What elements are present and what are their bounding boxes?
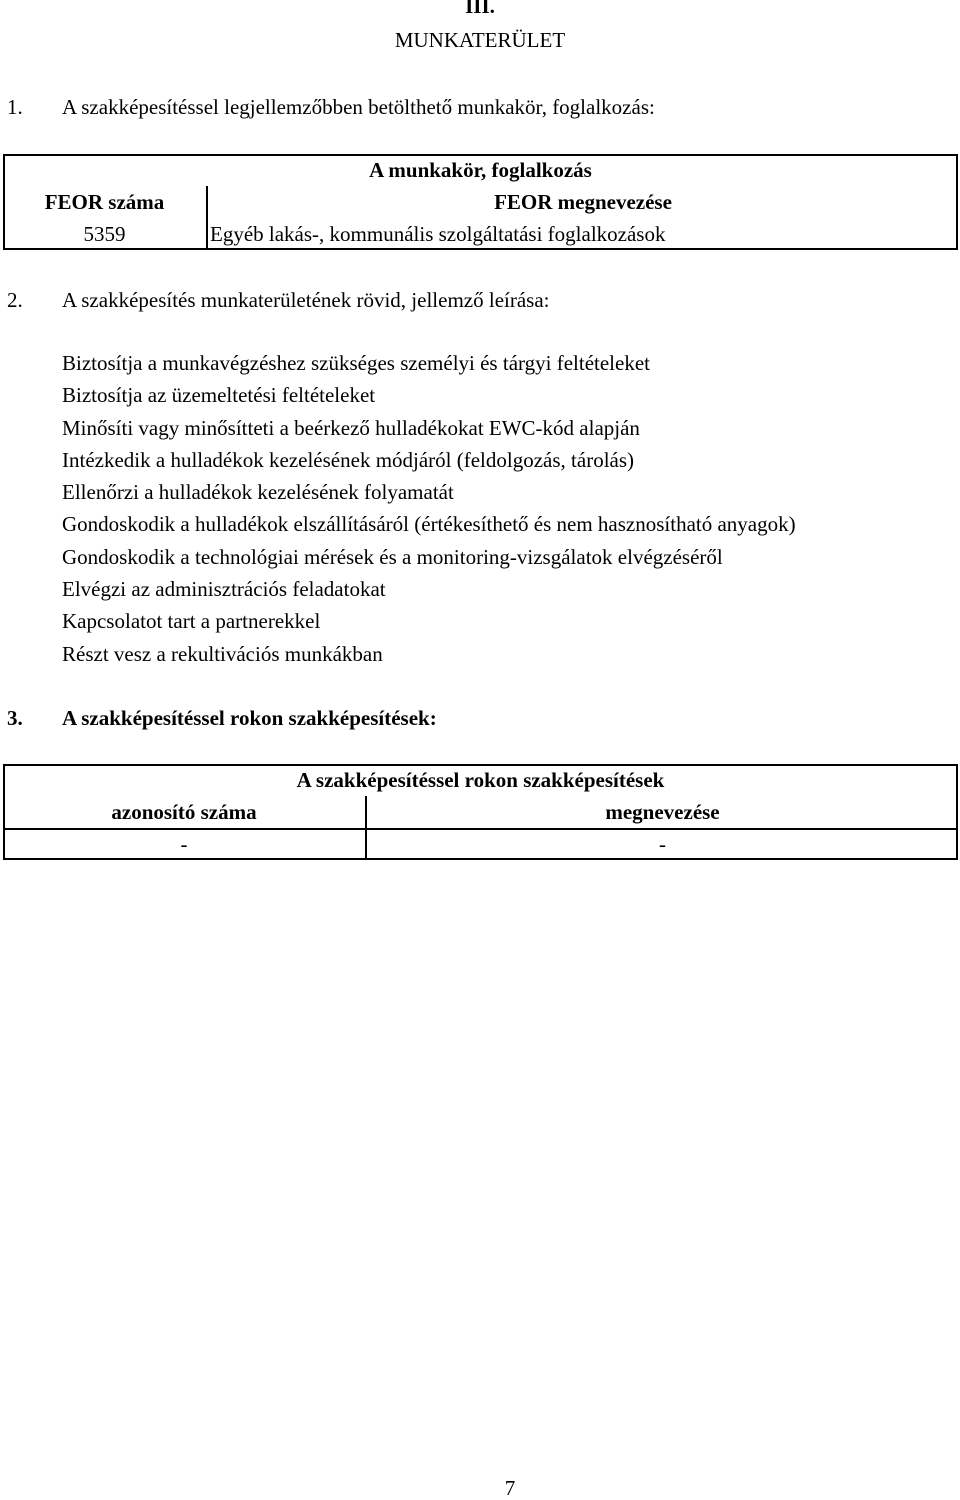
feor-name-cell: Egyéb lakás-, kommunális szolgáltatási foglalkozások xyxy=(210,222,666,246)
feor-code-cell: 5359 xyxy=(83,222,126,246)
related-table-header: A szakképesítéssel rokon szakképesítések xyxy=(296,768,665,792)
task-list xyxy=(62,347,796,670)
task-item: Kapcsolatot tart a partnerekkel xyxy=(62,609,321,634)
related-name-header: megnevezése xyxy=(605,800,720,824)
section-1-title: A szakképesítéssel legjellemzőbben betölthető munkakör, foglalkozás: xyxy=(62,95,655,119)
feor-name-header: FEOR megnevezése xyxy=(494,190,672,214)
task-item: Biztosítja az üzemeltetési feltételeket xyxy=(62,383,376,408)
section-2-title: A szakképesítés munkaterületének rövid, jellemző leírása: xyxy=(62,288,550,312)
chapter-number: III. xyxy=(465,0,495,18)
task-item: Részt vesz a rekultivációs munkákban xyxy=(62,641,383,666)
task-item: Gondoskodik a technológiai mérések és a monitoring-vizsgálatok elvégzéséről xyxy=(62,544,723,569)
related-name-cell: - xyxy=(659,832,666,856)
task-item: Elvégzi az adminisztrációs feladatokat xyxy=(62,577,386,602)
section-3-number: 3. xyxy=(7,706,23,730)
page-number: 7 xyxy=(504,1476,516,1500)
task-item: Minősíti vagy minősítteti a beérkező hulladékokat EWC-kód alapján xyxy=(62,415,640,440)
feor-table-header: A munkakör, foglalkozás xyxy=(369,158,592,182)
section-2-number: 2. xyxy=(7,288,23,312)
section-1-number: 1. xyxy=(7,95,23,119)
section-3-title: A szakképesítéssel rokon szakképesítések: xyxy=(62,706,437,730)
feor-code-header: FEOR száma xyxy=(44,190,165,214)
task-item: Ellenőrzi a hulladékok kezelésének folyamatát xyxy=(62,480,454,505)
task-item: Intézkedik a hulladékok kezelésének módjáról (feldolgozás, tárolás) xyxy=(62,447,635,472)
chapter-title: MUNKATERÜLET xyxy=(394,28,566,52)
related-id-header: azonosító száma xyxy=(111,800,257,824)
task-item: Biztosítja a munkavégzéshez szükséges személyi és tárgyi feltételeket xyxy=(62,351,650,375)
related-id-cell: - xyxy=(180,832,188,856)
task-item: Gondoskodik a hulladékok elszállításáról (értékesíthető és nem hasznosítható anyagok) xyxy=(62,512,796,537)
related-table-row-line xyxy=(3,828,958,830)
